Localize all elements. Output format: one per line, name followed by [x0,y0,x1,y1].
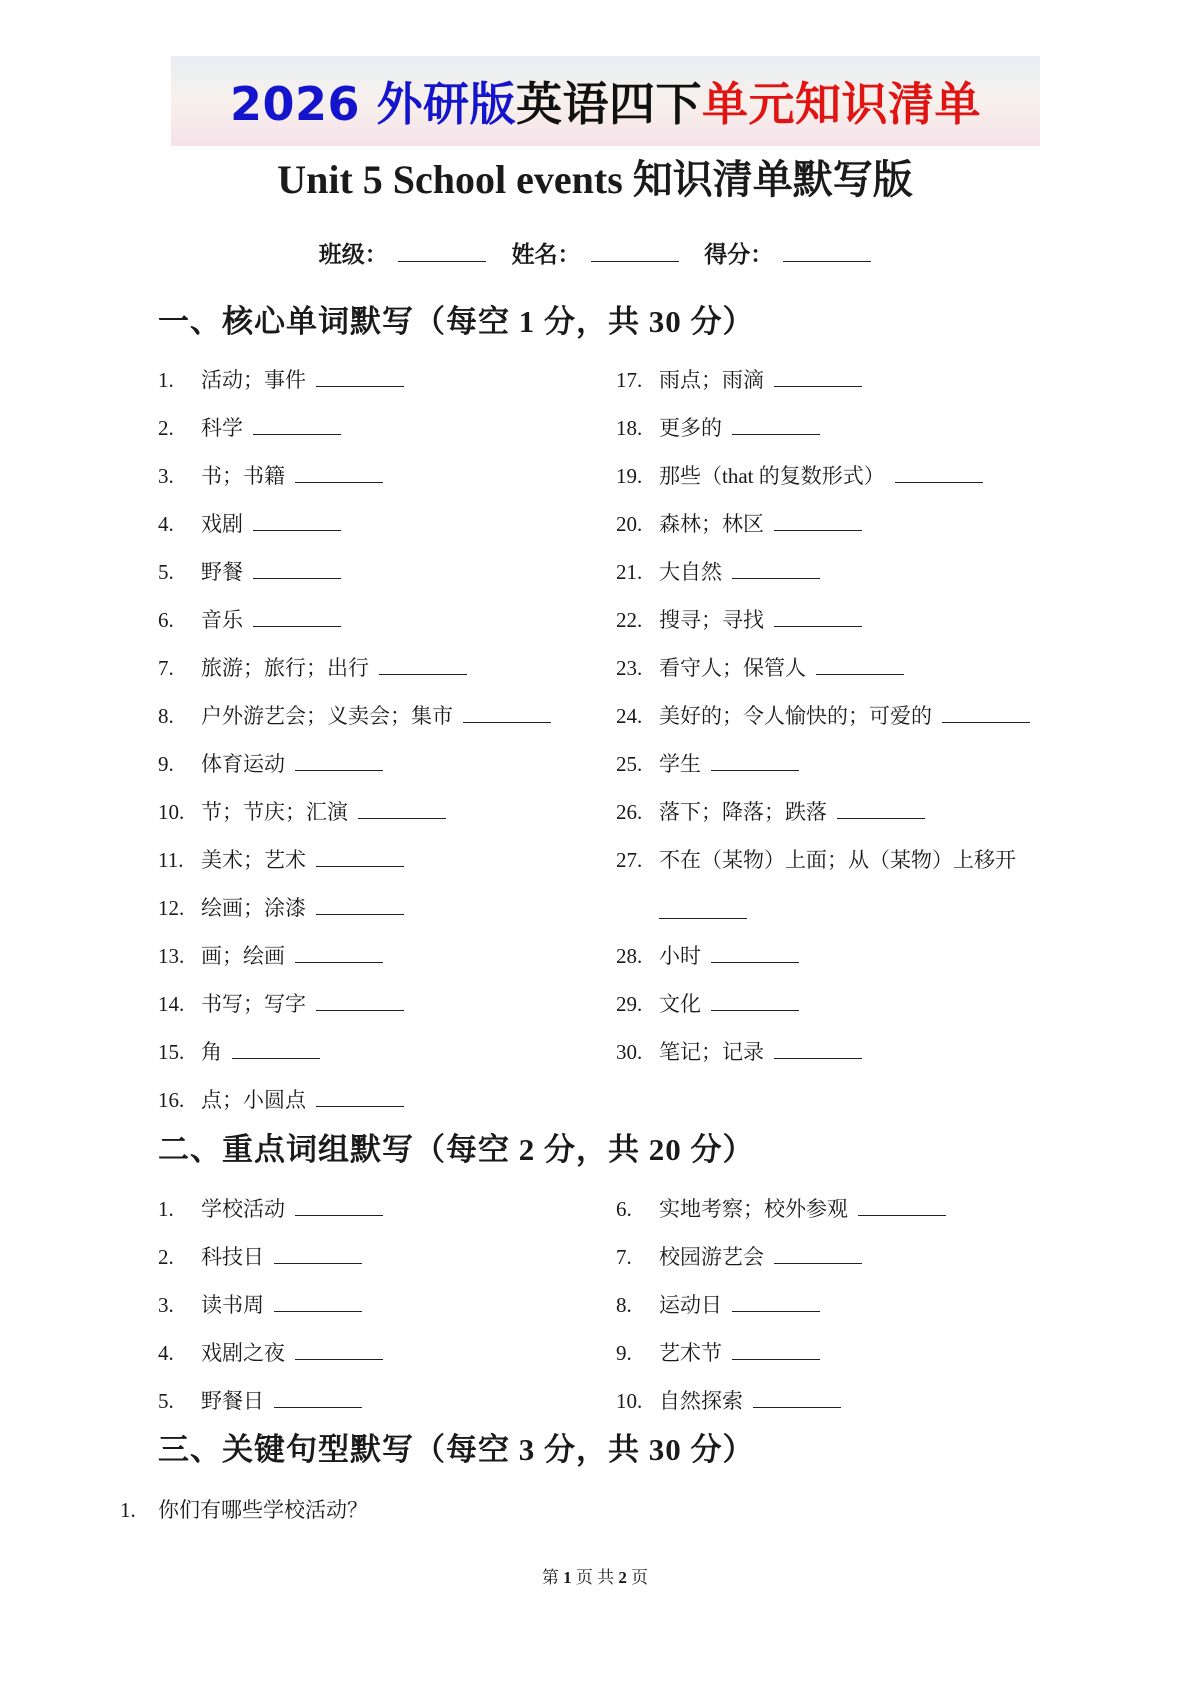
item-number: 6. [616,1197,632,1221]
footer-page-number: 1 [563,1568,572,1587]
item-prompt: 学生 [659,752,701,776]
item-number: 26. [616,800,643,824]
item-number: 16. [158,1088,185,1112]
page-footer [0,1563,1190,1588]
section-heading-sentences: 三、关键句型默写（每空 3 分，共 30 分） [158,1432,755,1467]
item-prompt: 实地考察；校外参观 [659,1197,848,1221]
item-number: 1. [158,368,174,392]
answer-blank[interactable] [295,769,383,771]
footer-post: 页 [631,1568,649,1587]
word-item [158,1039,320,1065]
item-prompt: 点；小圆点 [201,1088,306,1112]
item-prompt: 美好的；令人愉快的；可爱的 [659,704,932,728]
phrase-item [158,1196,383,1222]
item-number: 8. [158,704,174,728]
item-prompt: 绘画；涂漆 [201,896,306,920]
class-blank[interactable] [398,260,486,262]
sentence-text: 你们有哪些学校活动？ [158,1498,368,1522]
item-prompt: 自然探索 [659,1389,743,1413]
item-number: 5. [158,1389,174,1413]
footer-mid: 页 共 [575,1568,615,1587]
item-number: 28. [616,944,643,968]
item-prompt: 落下；降落；跌落 [659,800,827,824]
word-item [616,607,862,633]
item-prompt: 雨点；雨滴 [659,368,764,392]
answer-blank[interactable] [253,577,341,579]
item-prompt: 野餐 [201,560,243,584]
item-number: 12. [158,896,185,920]
phrase-item [616,1244,862,1270]
item-number: 27. [616,848,643,872]
item-number: 18. [616,416,643,440]
word-item [616,415,820,441]
item-prompt: 艺术节 [659,1341,722,1365]
item-number: 3. [158,1293,174,1317]
item-prompt: 笔记；记录 [659,1040,764,1064]
item-number: 7. [158,656,174,680]
footer-total-pages: 2 [618,1568,627,1587]
item-number: 22. [616,608,643,632]
answer-blank[interactable] [295,481,383,483]
word-item [158,1087,404,1113]
answer-blank[interactable] [274,1262,362,1264]
score-label: 得分： [704,242,774,267]
word-item [616,1039,862,1065]
answer-blank[interactable] [253,433,341,435]
sentence-item [120,1494,368,1524]
word-item [158,559,341,585]
item-prompt: 野餐日 [201,1389,264,1413]
item-prompt: 读书周 [201,1293,264,1317]
answer-blank[interactable] [816,673,904,675]
answer-blank[interactable] [774,529,862,531]
answer-blank[interactable] [232,1057,320,1059]
word-item [158,943,383,969]
answer-blank[interactable] [295,961,383,963]
item-prompt: 画；绘画 [201,944,285,968]
item-number: 4. [158,1341,174,1365]
answer-blank[interactable] [358,817,446,819]
answer-blank[interactable] [732,1358,820,1360]
item-number: 10. [616,1389,643,1413]
phrase-item [158,1340,383,1366]
item-number: 5. [158,560,174,584]
title-banner [171,56,1040,146]
phrase-item [158,1388,362,1414]
item-number: 29. [616,992,643,1016]
word-item [158,511,341,537]
answer-blank[interactable] [774,1262,862,1264]
answer-blank[interactable] [774,1057,862,1059]
word-item [158,895,404,921]
item-number: 8. [616,1293,632,1317]
answer-blank[interactable] [253,529,341,531]
item-number: 17. [616,368,643,392]
word-item [158,847,404,873]
word-item [616,463,983,489]
item-number: 25. [616,752,643,776]
banner-subject: 英语四下 [516,77,703,131]
class-label: 班级： [318,242,388,267]
phrase-item [616,1292,820,1318]
score-blank[interactable] [783,260,871,262]
word-item [616,991,799,1017]
item-prompt: 书写；写字 [201,992,306,1016]
answer-blank[interactable] [379,673,467,675]
answer-blank[interactable] [711,769,799,771]
item-number: 15. [158,1040,185,1064]
item-prompt: 搜寻；寻找 [659,608,764,632]
answer-blank[interactable] [253,625,341,627]
item-prompt: 户外游艺会；义卖会；集市 [201,704,453,728]
answer-blank[interactable] [274,1310,362,1312]
section-heading-phrases: 二、重点词组默写（每空 2 分，共 20 分） [158,1132,755,1167]
word-item [158,751,383,777]
item-number: 2. [158,416,174,440]
answer-blank[interactable] [316,385,404,387]
answer-blank[interactable] [316,1105,404,1107]
answer-blank[interactable] [774,385,862,387]
word-item [616,799,925,825]
page-title: Unit 5 School events 知识清单默写版 [277,157,913,202]
answer-blank[interactable] [316,1009,404,1011]
word-item [616,655,904,681]
item-number: 13. [158,944,185,968]
answer-blank[interactable] [711,1009,799,1011]
word-item [616,943,799,969]
item-number: 21. [616,560,643,584]
phrase-item [616,1196,946,1222]
class-field [319,242,486,267]
item-number: 20. [616,512,643,536]
phrase-item [158,1244,362,1270]
word-item [158,703,551,729]
item-number: 14. [158,992,185,1016]
item-number: 30. [616,1040,643,1064]
footer-pre: 第 [541,1568,559,1587]
banner-edition: 2026 外研版 [229,77,517,131]
name-field [512,242,679,267]
word-item [616,847,1016,873]
item-prompt: 书；书籍 [201,464,285,488]
item-prompt: 那些（that 的复数形式） [659,464,885,488]
answer-blank[interactable] [753,1406,841,1408]
word-item [158,463,383,489]
item-prompt: 活动；事件 [201,368,306,392]
item-prompt: 不在（某物）上面；从（某物）上移开 [659,848,1016,872]
item-number: 11. [158,848,184,872]
item-prompt: 更多的 [659,416,722,440]
word-item [616,751,799,777]
phrase-item [158,1292,362,1318]
answer-blank[interactable] [316,913,404,915]
word-item [158,607,341,633]
name-blank[interactable] [591,260,679,262]
item-prompt: 戏剧 [201,512,243,536]
word-item [616,511,862,537]
word-item [158,991,404,1017]
answer-blank[interactable] [858,1214,946,1216]
answer-blank[interactable] [732,1310,820,1312]
answer-blank[interactable] [837,817,925,819]
item-number: 9. [616,1341,632,1365]
item-prompt: 校园游艺会 [659,1245,764,1269]
item-prompt: 学校活动 [201,1197,285,1221]
item-prompt: 美术；艺术 [201,848,306,872]
banner-type: 单元知识清单 [702,77,982,131]
answer-blank[interactable] [463,721,551,723]
item-number: 7. [616,1245,632,1269]
student-info-line [0,236,1190,269]
word-item [616,367,862,393]
item-number: 3. [158,464,174,488]
word-item [158,799,446,825]
item-prompt: 科学 [201,416,243,440]
item-prompt: 旅游；旅行；出行 [201,656,369,680]
item-prompt: 节；节庆；汇演 [201,800,348,824]
answer-blank[interactable] [895,481,983,483]
answer-blank[interactable] [316,865,404,867]
phrase-item [616,1388,841,1414]
phrase-item [616,1340,820,1366]
answer-blank[interactable] [774,625,862,627]
item-number: 24. [616,704,643,728]
answer-blank[interactable] [295,1214,383,1216]
item-number: 2. [158,1245,174,1269]
section-heading-words: 一、核心单词默写（每空 1 分，共 30 分） [158,304,755,339]
item-prompt: 体育运动 [201,752,285,776]
item-prompt: 戏剧之夜 [201,1341,285,1365]
answer-blank[interactable] [659,917,747,919]
item-number: 1. [158,1197,174,1221]
name-label: 姓名： [511,242,581,267]
answer-blank[interactable] [732,433,820,435]
item-prompt: 森林；林区 [659,512,764,536]
item-prompt: 看守人；保管人 [659,656,806,680]
score-field [704,242,871,267]
item-prompt: 文化 [659,992,701,1016]
word-item [158,415,341,441]
answer-blank[interactable] [711,961,799,963]
item-number: 6. [158,608,174,632]
item-prompt: 运动日 [659,1293,722,1317]
word-item [158,367,404,393]
item-prompt: 音乐 [201,608,243,632]
item-prompt: 角 [201,1040,222,1064]
item-number: 19. [616,464,643,488]
item-prompt: 科技日 [201,1245,264,1269]
item-prompt: 大自然 [659,560,722,584]
answer-blank[interactable] [295,1358,383,1360]
banner-title [230,68,981,134]
answer-blank[interactable] [732,577,820,579]
item-number: 23. [616,656,643,680]
word-item [616,703,1030,729]
item-number: 10. [158,800,185,824]
item-number: 4. [158,512,174,536]
answer-blank[interactable] [274,1406,362,1408]
sentence-number: 1. [120,1498,136,1522]
answer-blank[interactable] [942,721,1030,723]
item-number: 9. [158,752,174,776]
word-item [616,559,820,585]
item-prompt: 小时 [659,944,701,968]
word-item [158,655,467,681]
